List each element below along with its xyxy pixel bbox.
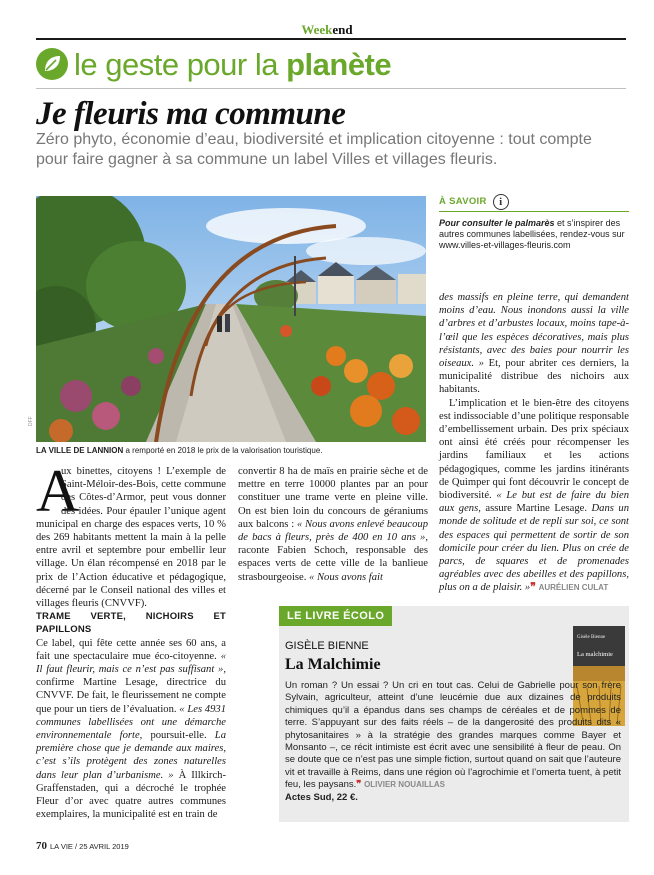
top-rule bbox=[36, 38, 626, 40]
book-cover-title: La malchimie bbox=[577, 651, 613, 658]
section-tag bbox=[0, 22, 654, 38]
standfirst: Zéro phyto, économie d’eau, biodiversité et implication citoyenne : tout compte pour faire gagner à sa commune un label Villes et villages fleuris. bbox=[36, 131, 592, 168]
rubric-title bbox=[74, 46, 392, 82]
rubric-rule bbox=[36, 88, 626, 89]
article-column-3 bbox=[439, 291, 629, 595]
col3-text-e: assure Martine Lesage. bbox=[485, 503, 592, 515]
col3-text-b: Et, pour abriter ces derniers, la municipalité distribue des nichoirs aux habitants. bbox=[439, 358, 629, 396]
info-icon: i bbox=[493, 194, 509, 210]
col1-quote-1: « Il faut fleurir, mais ce n’est pas suffisant » bbox=[36, 650, 226, 676]
col1-p2-a: Ce label, qui fête cette année ses 60 ans, a fait une spectaculaire mue éco-citoyenne. bbox=[36, 637, 226, 662]
col2-text-a: convertir 8 ha de maïs en prairie sèche et de mettre en terre 10000 plantes par an pour constituer une trame verte en pleine ville. On est bien loin du concours de géraniums aux balcons : bbox=[238, 466, 428, 530]
book-review-body bbox=[285, 680, 621, 792]
book-review-signature: OLIVIER NOUAILLAS bbox=[364, 780, 445, 790]
col3-quote-1: des massifs en pleine terre, qui demandent moins d’eau. Nous inondons aussi la ville d’arbres et d’arbustes locaux, moins tape-à-l’œil que les espèces décoratives, mais plus résistants, avec des baies pour nourrir les oiseaux. » bbox=[439, 292, 629, 370]
col3-quote-2: « Le but est de faire du bien aux gens, bbox=[439, 490, 629, 515]
article-column-1 bbox=[36, 458, 226, 821]
col1-quote-3: La première chose que je demande aux maires, c’est s’ils protègent des zones naturelles dans leur plan d’urbanisme. » bbox=[36, 730, 226, 781]
book-cover-author: Gisèle Bienne bbox=[577, 635, 606, 640]
col1-quote-2: « Les 4931 communes labellisées ont une démarche environnementale forte, bbox=[36, 703, 226, 742]
photo-lannion-promenade bbox=[36, 196, 426, 442]
a-savoir-bold: Pour consulter le palmarès bbox=[439, 218, 555, 228]
a-savoir-rest: et s’inspirer des autres communes labellisées, rendez-vous sur www.villes-et-villages-fleuris.com bbox=[439, 218, 625, 250]
book-end-quote-mark: ❞ bbox=[356, 779, 362, 791]
col2-text-c: , raconte Fabien Schoch, responsable des espaces verts de cette ville de la banlieue strasbourgeoise. bbox=[238, 532, 428, 583]
livre-ecolo-tag: LE LIVRE ÉCOLO bbox=[279, 606, 392, 626]
page-folio bbox=[36, 840, 129, 852]
section-tag-first: Week bbox=[301, 22, 333, 37]
rubric-bold: planète bbox=[286, 46, 392, 82]
rubric bbox=[36, 44, 391, 84]
col2-quote-2: « Nous avons fait bbox=[309, 571, 383, 583]
book-publisher-price: Actes Sud, 22 €. bbox=[285, 791, 358, 803]
caption-text: a remporté en 2018 le prix de la valorisation touristique. bbox=[123, 446, 323, 455]
a-savoir-title: À SAVOIR bbox=[439, 196, 487, 207]
col2-quote-1: « Nous avons enlevé beaucoup de bacs à fleurs, près de 400 en 10 ans » bbox=[238, 518, 429, 544]
book-review-text: Un roman ? Un essai ? Un cri en tout cas. Celui de Gabrielle pour son frère Sylvain, agriculteur, atteint d’une leucémie due aux dizaines de produits chimiques qu’il a épandus dans ses champs de céréales et de pommes de terre. S’appuyant sur des faits réels – de la dangerosité des produits dits « phytosanitaires » à la stratégie des grandes marques comme Bayer et Monsanto –, ce récit intimiste est écrit avec une sensibilité à fleur de peau. On se doute que ce n’est pas une simple fiction, surtout quand on sait que l’auteure vit et travaille à Reims, dans une région où l’agrochimie et l’omerta tuent, à petit feu, les paysans. bbox=[285, 680, 621, 791]
article-column-2 bbox=[238, 465, 428, 584]
book-title: La Malchimie bbox=[285, 656, 381, 673]
subhead: TRAME VERTE, NICHOIRS ET PAPILLONS bbox=[36, 611, 226, 636]
caption-bold: LA VILLE DE LANNION bbox=[36, 446, 124, 455]
photo-credit: DFF bbox=[28, 416, 34, 426]
page-number: 70 bbox=[36, 840, 47, 852]
drop-cap: A bbox=[36, 458, 80, 524]
a-savoir-box bbox=[439, 192, 629, 251]
photo-caption bbox=[36, 446, 428, 455]
end-quote-mark: ❞ bbox=[530, 582, 536, 594]
col1-p2-c: , confirme Martine Lesage, directrice du CNVVF. De fait, le fleurissement ne compte que pour un tiers de l’évaluation. bbox=[36, 664, 226, 715]
col3-text-c: L’implication et le bien-être des citoyens est indissociable d’une politique responsable d’embellissement urbain. Des prix spéciaux ont ainsi été créés pour récompenser les jardins familiaux et les actions pédagogiques, comme les jardins itinérants de Quimper qui font découvrir le concept de biodiversité. bbox=[439, 397, 629, 502]
leaf-icon bbox=[36, 48, 68, 80]
a-savoir-header bbox=[439, 192, 629, 212]
book-review bbox=[285, 680, 621, 804]
book-author: GISÈLE BIENNE bbox=[285, 640, 369, 652]
col1-p2-e: poursuit-elle. bbox=[150, 730, 215, 742]
col1-p2-g: À Illkirch-Graffenstaden, qui a décroché le trophée Fleur d’or avec quatre autres communes exemplaires, la municipalité est en train de bbox=[36, 769, 226, 821]
section-tag-rest: end bbox=[332, 22, 353, 37]
article-signature: AURÉLIEN CULAT bbox=[538, 583, 609, 593]
a-savoir-text bbox=[439, 218, 629, 251]
headline: Je fleuris ma commune bbox=[36, 96, 346, 132]
col1-paragraph-1: ux binettes, citoyens ! L’exemple de Saint-Méloir-des-Bois, cette commune des Côtes-d’Armor, peut vous donner des idées. Pour épauler l’unique agent municipal en charge des espaces verts, 10 % des 269 habitants mettent la main à la pelle entre avril et septembre pour embellir leur village. Un élan récompensé en 2018 par le prix de l’Action éducative et pédagogique, décerné par le Conseil national des villes et villages fleuris (CNVVF). bbox=[36, 466, 226, 610]
folio-text: LA VIE / 25 AVRIL 2019 bbox=[50, 842, 129, 851]
col3-quote-3: Dans un monde de solitude et de repli sur soi, ce sont des espaces qui permettent de sortir de son domicile pour créer du lien. Plus on crée de parcs, de squares et de promenades agréables avec des abeilles et des papillons, plus on a de plaisir. » bbox=[439, 503, 629, 594]
livre-ecolo-box bbox=[279, 606, 629, 822]
rubric-light: le geste pour la bbox=[74, 46, 287, 82]
